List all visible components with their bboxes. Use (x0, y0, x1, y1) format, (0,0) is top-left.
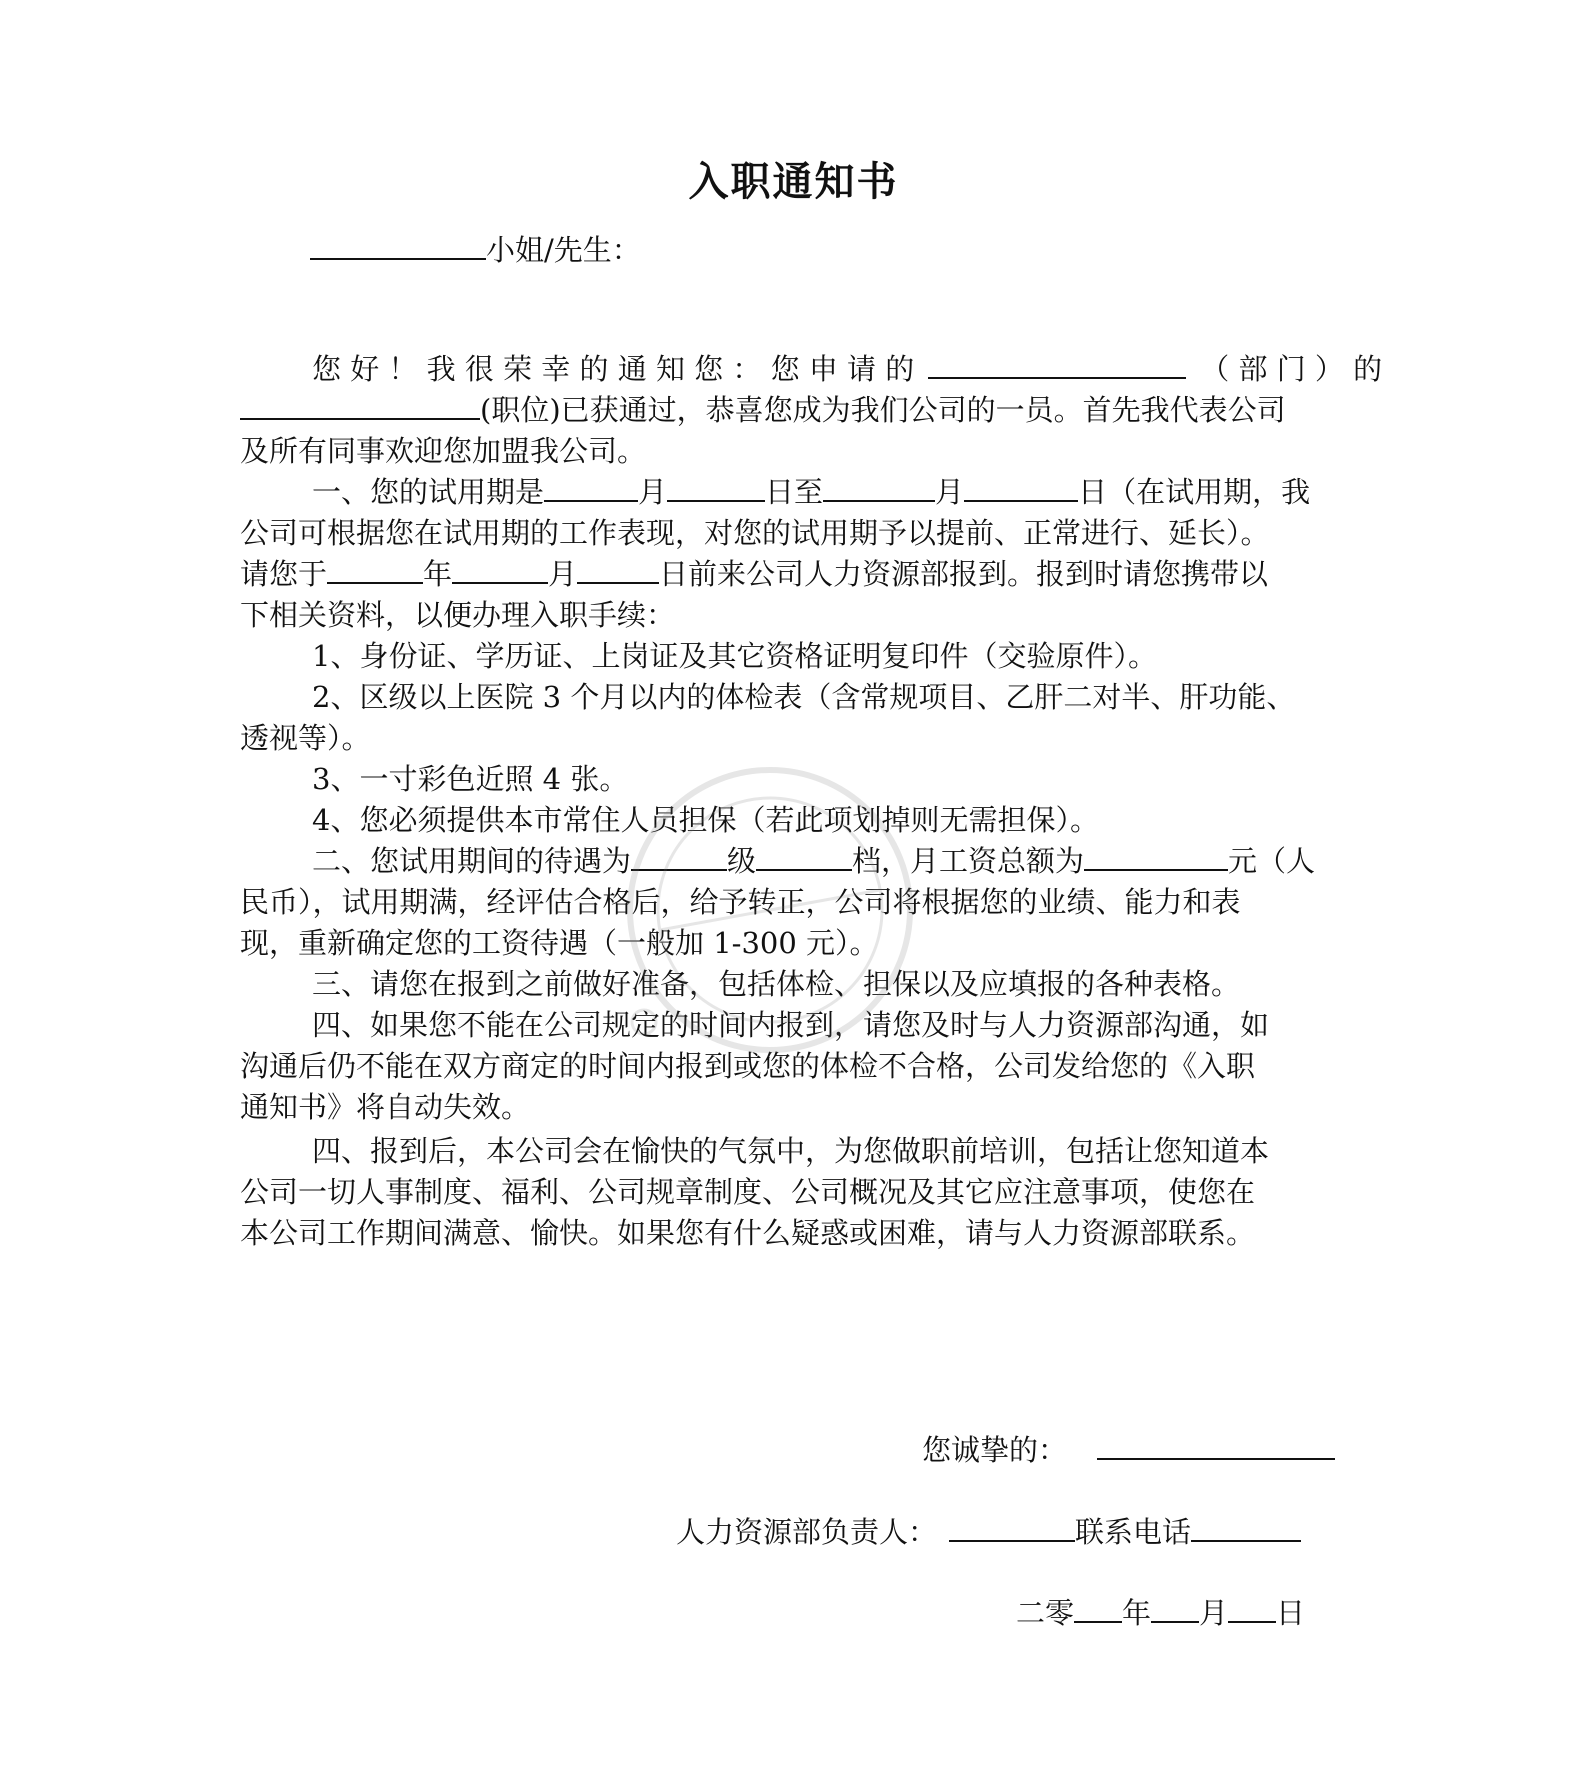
blank[interactable] (327, 556, 423, 584)
blank[interactable] (544, 474, 638, 502)
body-line-21: 公司一切人事制度、福利、公司规章制度、公司概况及其它应注意事项，使您在 (240, 1175, 1256, 1209)
body-line-16: 三、请您在报到之前做好准备，包括体检、担保以及应填报的各种表格。 (312, 967, 1241, 1001)
blank[interactable] (452, 556, 548, 584)
body-line-13: 二、您试用期间的待遇为 级 档，月工资总额为 元（人 (312, 844, 1316, 878)
body-line-9: 2、区级以上医院 3 个月以内的体检表（含常规项目、乙肝二对半、肝功能、 (312, 680, 1296, 714)
phone-blank[interactable] (1191, 1514, 1301, 1542)
body-line-2: (职位)已获通过，恭喜您成为我们公司的一员。首先我代表公司 (240, 390, 1286, 431)
body-line-17: 四、如果您不能在公司规定的时间内报到，请您及时与人力资源部沟通，如 (312, 1008, 1270, 1042)
body-line-20: 四、报到后，本公司会在愉快的气氛中，为您做职前培训，包括让您知道本 (312, 1134, 1270, 1168)
hr-head-blank[interactable] (949, 1514, 1075, 1542)
body-line-11: 3、一寸彩色近照 4 张。 (312, 762, 629, 796)
body-line-10: 透视等）。 (240, 721, 371, 755)
body-line-15: 现，重新确定您的工资待遇（一般加 1-300 元）。 (240, 926, 879, 960)
body-line-12: 4、您必须提供本市常住人员担保（若此项划掉则无需担保）。 (312, 803, 1099, 837)
sincerely-line: 您诚挚的： (922, 1428, 1335, 1469)
body-line-5: 公司可根据您在试用期的工作表现，对您的试用期予以提前、正常进行、延长）。 (240, 516, 1270, 550)
salary-blank[interactable] (1084, 843, 1228, 871)
watermark-stamp-icon (620, 760, 920, 1060)
body-line-1: 您 好 ！ 我 很 荣 幸 的 通 知 您 ： 您 申 请 的 （ 部 门 ） 的 (312, 352, 1383, 386)
salutation-text: 小姐/先生： (486, 233, 641, 267)
hr-contact-line: 人力资源部负责人： 联系电话 (676, 1510, 1301, 1551)
body-line-8: 1、身份证、学历证、上岗证及其它资格证明复印件（交验原件）。 (312, 639, 1157, 673)
name-blank[interactable] (310, 232, 486, 260)
year-blank[interactable] (1074, 1595, 1122, 1623)
blank[interactable] (823, 474, 935, 502)
signature-blank[interactable] (1097, 1432, 1335, 1460)
blank[interactable] (964, 474, 1078, 502)
day-blank[interactable] (1228, 1595, 1276, 1623)
body-line-7: 下相关资料，以便办理入职手续： (240, 598, 676, 632)
body-line-3: 及所有同事欢迎您加盟我公司。 (240, 434, 647, 468)
department-blank[interactable] (928, 351, 1186, 379)
blank[interactable] (667, 474, 765, 502)
blank[interactable] (577, 556, 659, 584)
body-line-4: 一、您的试用期是 月 日至 月 日（在试用期，我 (312, 475, 1311, 509)
body-line-6: 请您于 年 月 日前来公司人力资源部报到。报到时请您携带以 (240, 557, 1269, 591)
body-line-22: 本公司工作期间满意、愉快。如果您有什么疑惑或困难，请与人力资源部联系。 (240, 1216, 1256, 1250)
body-line-19: 通知书》将自动失效。 (240, 1090, 531, 1124)
month-blank[interactable] (1151, 1595, 1199, 1623)
date-line: 二零 年 月 日 (1016, 1596, 1306, 1630)
page-title: 入职通知书 (688, 158, 899, 205)
body-line-14: 民币），试用期满，经评估合格后，给予转正，公司将根据您的业绩、能力和表 (240, 885, 1241, 919)
body-line-18: 沟通后仍不能在双方商定的时间内报到或您的体检不合格，公司发给您的《入职 (240, 1049, 1256, 1083)
position-blank[interactable] (240, 392, 480, 420)
salutation (310, 228, 641, 269)
